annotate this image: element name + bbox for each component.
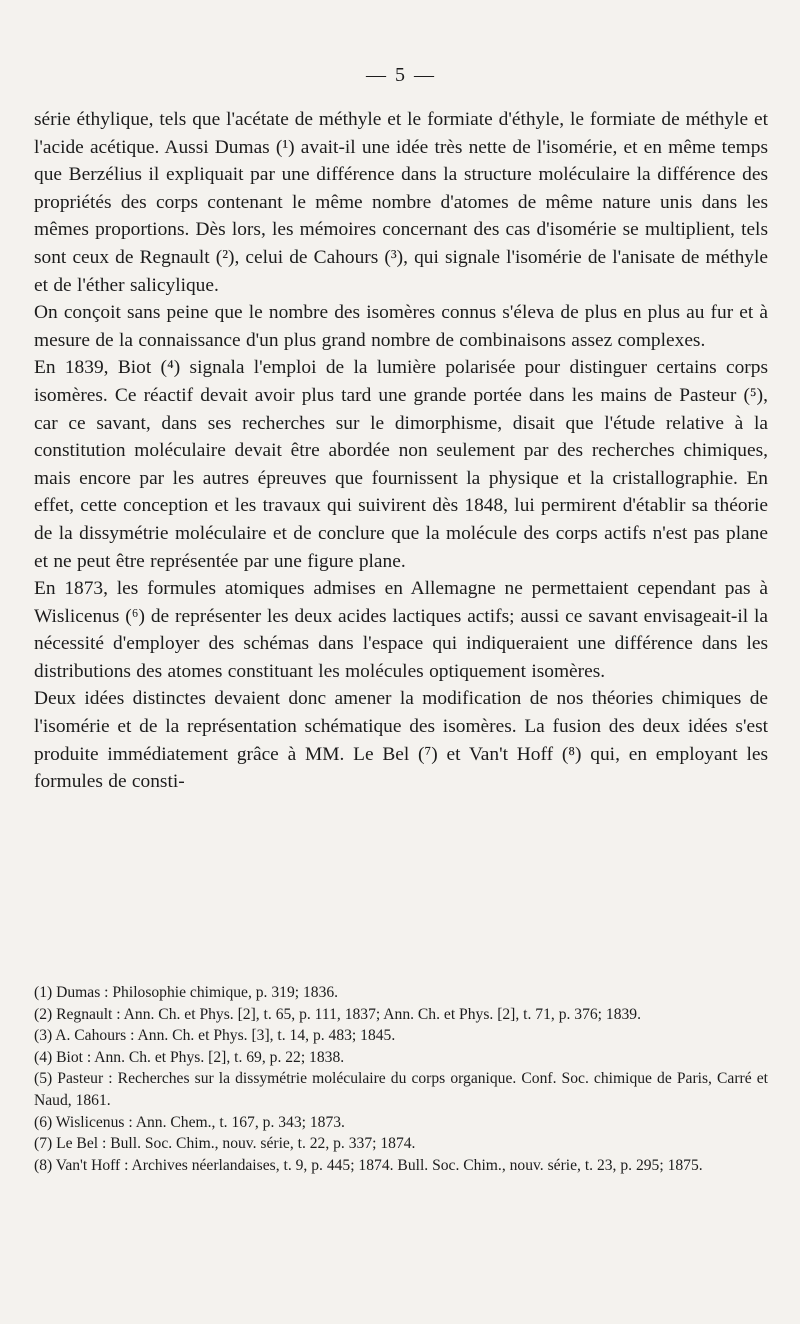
footnotes (34, 982, 768, 1176)
footnote: (1) Dumas : Philosophie chimique, p. 319; 1836. (34, 984, 339, 1001)
paragraph: En 1873, les formules atomiques admises en Allemagne ne permettaient cependant pas à Wislicenus (⁶) de représenter les deux acides lactiques actifs; aussi ce savant envisageait-il la nécessité d'employer des schémas dans l'espace qui indiqueraient une différence dans les distributions des atomes constituant les molécules optiquement isomères. (34, 578, 768, 682)
paragraph: En 1839, Biot (⁴) signala l'emploi de la lumière polarisée pour distinguer certains corps isomères. Ce réactif devait avoir plus tard une grande portée dans les mains de Pasteur (⁵), car ce savant, dans ses recherches sur le dimorphisme, disait que l'étude relative à la constitution moléculaire devait être abordée non seulement par des recherches chimiques, mais encore par les autres épreuves que fournissent la physique et la cristallographie. En effet, cette conception et les travaux qui suivirent dès 1848, lui permirent d'établir sa théorie de la dissymétrie moléculaire et de conclure que la molécule des corps actifs n'est pas plane et ne peut être représentée par une figure plane. (34, 357, 768, 572)
footnote: (6) Wislicenus : Ann. Chem., t. 167, p. 343; 1873. (34, 1113, 345, 1131)
document-page (34, 0, 768, 1324)
body-text (34, 106, 768, 796)
page-number: — 5 — (366, 64, 436, 86)
footnote: (8) Van't Hoff : Archives néerlandaises, t. 9, p. 445; 1874. Bull. Soc. Chim., nouv. série, t. 23, p. 295; 1875. (34, 1156, 703, 1174)
footnote: (4) Biot : Ann. Ch. et Phys. [2], t. 69, p. 22; 1838. (34, 1048, 345, 1066)
footnote: (3) A. Cahours : Ann. Ch. et Phys. [3], t. 14, p. 483; 1845. (34, 1027, 396, 1045)
footnote: (2) Regnault : Ann. Ch. et Phys. [2], t. 65, p. 111, 1837; Ann. Ch. et Phys. [2], t. 71, p. 376; 1839. (34, 1005, 641, 1023)
paragraph: série éthylique, tels que l'acétate de méthyle et le formiate d'éthyle, le formiate de méthyle et l'acide acétique. Aussi Dumas (¹) avait-il une idée très nette de l'isomérie, et en même temps que Berzélius il expliquait par une différence dans la structure moléculaire la différence des propriétés des corps contenant le même nombre d'atomes de même nature unis dans les mêmes proportions. Dès lors, les mémoires concernant des cas d'isomérie se multiplient, tels sont ceux de Regnault (²), celui de Cahours (³), qui signale l'isomérie de l'anisate de méthyle et de l'éther salicylique. (34, 109, 768, 296)
footnote: (7) Le Bel : Bull. Soc. Chim., nouv. série, t. 22, p. 337; 1874. (34, 1135, 416, 1153)
paragraph: Deux idées distinctes devaient donc amener la modification de nos théories chimiques de l'isomérie et de la représentation schématique des isomères. La fusion des deux idées s'est produite immédiatement grâce à MM. Le Bel (⁷) et Van't Hoff (⁸) qui, en employant les formules de consti- (34, 688, 768, 793)
paragraph: On conçoit sans peine que le nombre des isomères connus s'éleva de plus en plus au fur et à mesure de la connaissance d'un plus grand nombre de combinaisons assez complexes. (34, 302, 768, 351)
footnote: (5) Pasteur : Recherches sur la dissymétrie moléculaire du corps organique. Conf. Soc. chimique de Paris, Carré et Naud, 1861. (34, 1070, 768, 1109)
